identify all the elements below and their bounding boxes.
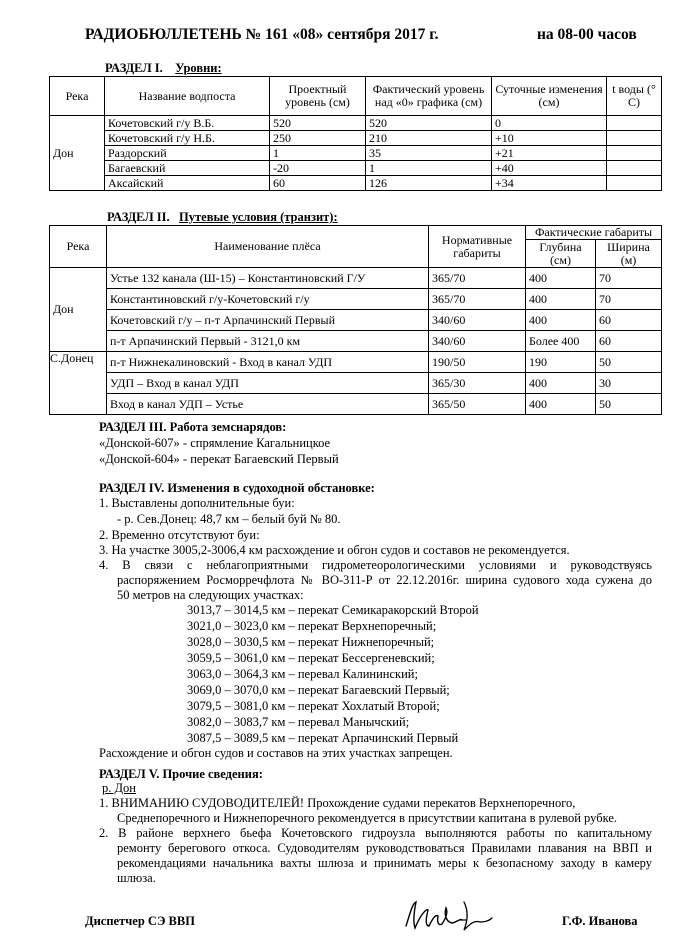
col-actual-level: Фактический уровень над «0» графика (см) [366,77,492,116]
normative: 365/50 [429,394,526,415]
depth: 400 [526,373,596,394]
section4-heading: РАЗДЕЛ IV. Изменения в судоходной обстановке: [99,481,375,495]
table-row [50,310,662,331]
section5-item1-line: Среднепоречного и Нижнепоречного рекомендуется в присутствии капитана в рулевой рубке. [117,811,618,825]
narrow-segment: 3021,0 – 3023,0 км – перекат Верхнепоречный; [187,619,437,633]
section5-river: р. Дон [102,781,136,795]
width: 30 [596,373,662,394]
table-row [50,352,662,373]
section1-heading [105,61,222,76]
col-design-level: Проектный уровень (см) [270,77,366,116]
narrow-segment: 3079,5 – 3081,0 км – перекат Хохлатый Второй; [187,699,440,713]
reach-name: Вход в канал УДП – Устье [107,394,429,415]
table-row [50,373,662,394]
section5-heading: РАЗДЕЛ V. Прочие сведения: [99,767,263,781]
section4-item1: 1. Выставлены дополнительные буи: [99,496,295,510]
dispatcher-name: Г.Ф. Иванова [562,914,638,928]
design-level: 520 [270,116,366,131]
narrow-segment: 3028,0 – 3030,5 км – перекат Нижнепоречный; [187,635,435,649]
reach-name: Кочетовский г/у – п-т Арпачинский Первый [107,310,429,331]
bulletin-time: на 08-00 часов [537,26,637,43]
levels-header-row [50,77,662,116]
col-river: Река [50,77,105,116]
water-temp [607,131,662,146]
table-row [50,161,662,176]
design-level: -20 [270,161,366,176]
reach-name: УДП – Вход в канал УДП [107,373,429,394]
section4-item4-line: 50 метров на следующих участках: [117,588,304,602]
section4-item1-sub: - р. Сев.Донец: 48,7 км – белый буй № 80. [117,512,341,526]
col-post-name: Название водпоста [105,77,270,116]
width: 50 [596,394,662,415]
depth: Более 400 [526,331,596,352]
section4-item2: 2. Временно отсутствуют буи: [99,528,260,542]
table-row [50,331,662,352]
section1-heading-num: РАЗДЕЛ I. [105,61,163,75]
depth: 400 [526,268,596,289]
table-row [50,268,662,289]
section4-item3: 3. На участке 3005,2-3006,4 км расхождение и обгон судов и составов не рекомендуется. [99,543,570,557]
reach-name: п-т Арпачинский Первый - 3121,0 км [107,331,429,352]
table-row [50,394,662,415]
water-temp [607,116,662,131]
normative: 365/70 [429,268,526,289]
dredger-line: «Донской-607» - спрямление Кагальницкое [99,436,331,450]
actual-level: 520 [366,116,492,131]
reach-name: п-т Нижнекалиновский - Вход в канал УДП [107,352,429,373]
col-depth: Глубина (см) [526,240,596,268]
levels-table [49,76,662,191]
daily-change: +34 [492,176,607,191]
depth: 190 [526,352,596,373]
depth: 400 [526,394,596,415]
design-level: 1 [270,146,366,161]
narrow-segment: 3087,5 – 3089,5 км – перекат Арпачинский Первый [187,731,459,745]
river-cell: Дон [50,268,107,352]
daily-change: +10 [492,131,607,146]
table-row [50,289,662,310]
route-conditions-table [49,225,662,415]
reach-name: Устье 132 канала (Ш-15) – Константиновский Г/У [107,268,429,289]
section5-item2-line: шлюза. [117,871,156,885]
table-row [50,176,662,191]
water-temp [607,176,662,191]
section5-item2-line: 2. В районе верхнего бьефа Кочетовского гидроузла выполняются работы по капитальному [99,826,652,840]
col-water-temp: t воды (° С) [607,77,662,116]
normative: 340/60 [429,310,526,331]
depth: 400 [526,310,596,331]
table-row [50,116,662,131]
post-name: Аксайский [105,176,270,191]
post-name: Кочетовский г/у В.Б. [105,116,270,131]
normative: 190/50 [429,352,526,373]
section5-item1-line: 1. ВНИМАНИЮ СУДОВОДИТЕЛЕЙ! Прохождение судами перекатов Верхнепоречного, [99,796,576,810]
normative: 365/70 [429,289,526,310]
bulletin-title: РАДИОБЮЛЛЕТЕНЬ № 161 «08» сентября 2017 г. [85,26,439,43]
actual-level: 210 [366,131,492,146]
section4-closing: Расхождение и обгон судов и составов на этих участках запрещен. [99,746,453,760]
normative: 365/30 [429,373,526,394]
section4-item4-line: распоряжением Росморречфлота № ВО-311-Р от 22.12.2016г. ширина судового хода сужена до [117,573,652,587]
narrow-segment: 3059,5 – 3061,0 км – перекат Бессергеневский; [187,651,435,665]
width: 60 [596,331,662,352]
dispatcher-role: Диспетчер СЭ ВВП [85,914,195,928]
daily-change: +21 [492,146,607,161]
col-reach-name: Наименование плёса [107,226,429,268]
col-river: Река [50,226,107,268]
col-daily-change: Суточные изменения (см) [492,77,607,116]
section3-heading: РАЗДЕЛ III. Работа земснарядов: [99,420,287,434]
section2-heading-num: РАЗДЕЛ II. [107,210,170,224]
handwritten-signature [402,896,494,936]
table-row [50,146,662,161]
section2-heading-text: Путевые условия (транзит): [179,210,338,224]
daily-change: 0 [492,116,607,131]
section2-heading [107,210,338,225]
narrow-segment: 3063,0 – 3064,3 км – перевал Калининский; [187,667,418,681]
actual-level: 35 [366,146,492,161]
width: 70 [596,289,662,310]
width: 70 [596,268,662,289]
narrow-segment: 3069,0 – 3070,0 км – перекат Багаевский Первый; [187,683,450,697]
width: 50 [596,352,662,373]
post-name: Раздорский [105,146,270,161]
dredger-line: «Донской-604» - перекат Багаевский Первый [99,452,339,466]
col-actual-group: Фактические габариты [526,226,662,240]
section4-item4-line: 4. В связи с неблагоприятными гидрометеорологическими условиями и руководствуясь [99,558,652,572]
depth: 400 [526,289,596,310]
table-row [50,131,662,146]
narrow-segment: 3013,7 – 3014,5 км – перекат Семикаракорский Второй [187,603,479,617]
route-header-row [50,226,662,240]
post-name: Кочетовский г/у Н.Б. [105,131,270,146]
section5-item2-line: ремонту берегового откоса. Судоводителям руководствоваться Правилами плавания на ВВП и [117,841,652,855]
design-level: 250 [270,131,366,146]
water-temp [607,161,662,176]
col-width: Ширина (м) [596,240,662,268]
width: 60 [596,310,662,331]
normative: 340/60 [429,331,526,352]
actual-level: 126 [366,176,492,191]
post-name: Багаевский [105,161,270,176]
reach-name: Константиновский г/у-Кочетовский г/у [107,289,429,310]
narrow-segment: 3082,0 – 3083,7 км – перевал Манычский; [187,715,410,729]
section5-item2-line: рекомендациями начальника вахты шлюза и принимать меры к безопасному заходу в камеру [117,856,652,870]
daily-change: +40 [492,161,607,176]
river-cell: С.Донец [50,352,107,415]
design-level: 60 [270,176,366,191]
actual-level: 1 [366,161,492,176]
col-normative: Нормативные габариты [429,226,526,268]
river-cell: Дон [50,116,105,191]
water-temp [607,146,662,161]
section1-heading-text: Уровни: [175,61,222,75]
